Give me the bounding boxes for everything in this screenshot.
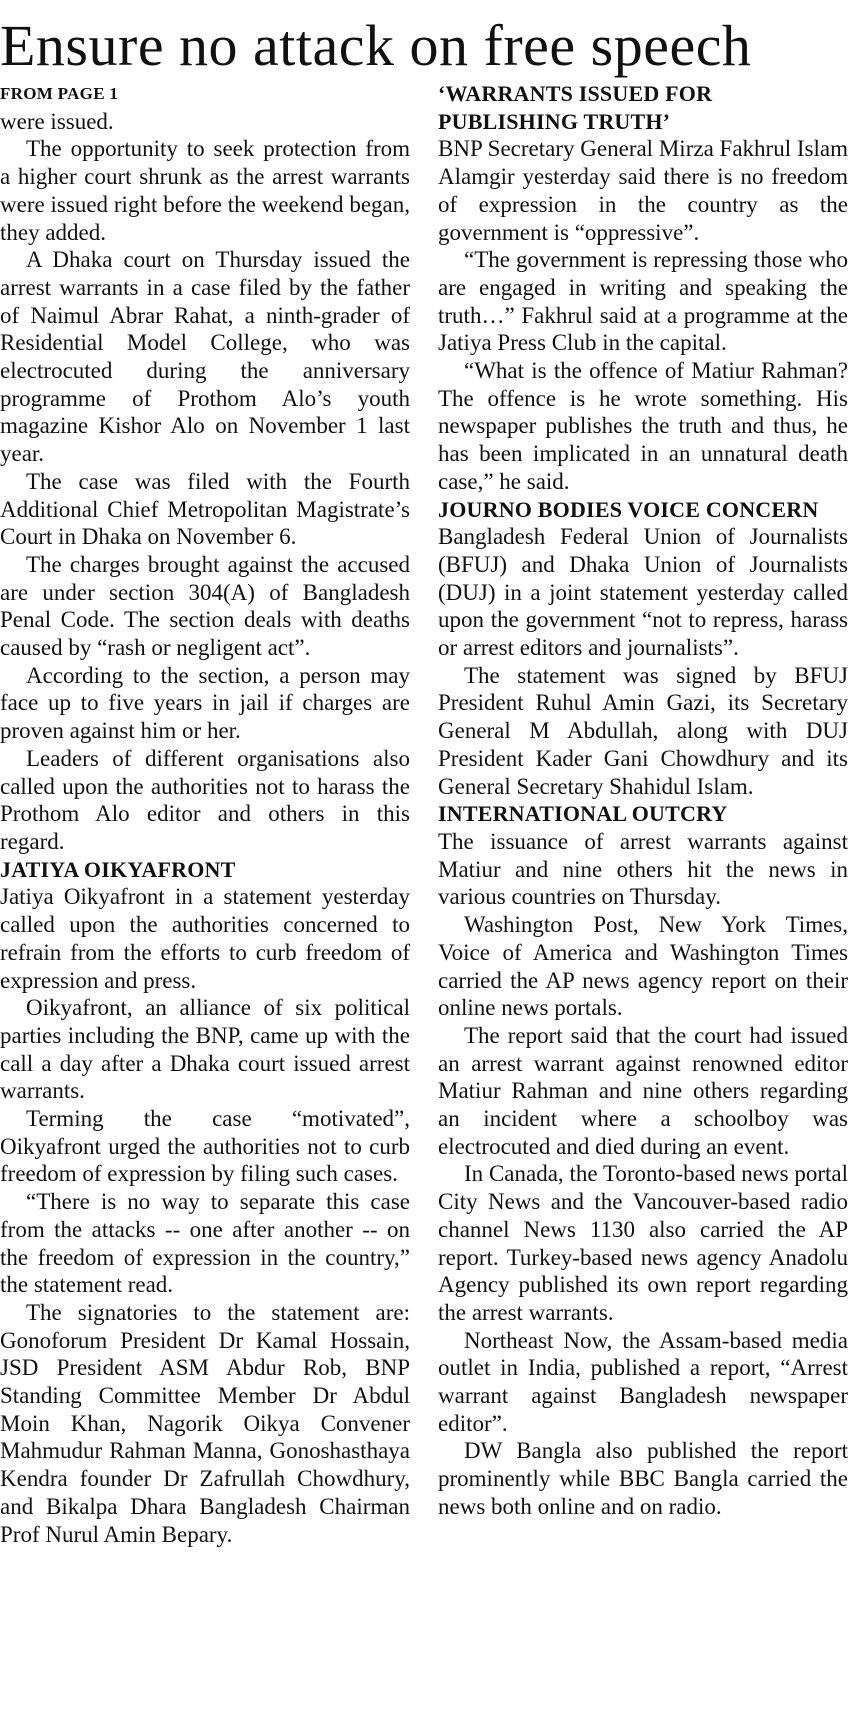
paragraph: According to the section, a person may face up to five years in jail if charges are proven against him or her. xyxy=(0,662,410,744)
subheading-warrants: ‘WARRANTS ISSUED FOR PUBLISHING TRUTH’ xyxy=(438,81,713,134)
left-column xyxy=(0,80,410,1548)
paragraph: DW Bangla also published the report prominently while BBC Bangla carried the news both online and on radio. xyxy=(438,1438,848,1519)
paragraph: Washington Post, New York Times, Voice of America and Washington Times carried the AP news agency report on their online news portals. xyxy=(438,912,848,1021)
paragraph: Terming the case “motivated”, Oikyafront urged the authorities not to curb freedom of expression by filing such cases. xyxy=(0,1106,410,1187)
paragraph: Bangladesh Federal Union of Journalists (BFUJ) and Dhaka Union of Journalists (DUJ) in a joint statement yesterday called upon the government “not to repress, harass or arrest editors and journalists”. xyxy=(438,524,848,661)
paragraph: A Dhaka court on Thursday issued the arrest warrants in a case filed by the father of Naimul Abrar Rahat, a ninth-grader of Residential Model College, who was electrocuted during the anniversary programme of Prothom Alo’s youth magazine Kishor Alo on November 1 last year. xyxy=(0,247,410,467)
right-column xyxy=(438,80,848,1521)
paragraph: In Canada, the Toronto-based news portal City News and the Vancouver-based radio channel News 1130 also carried the AP report. Turkey-based news agency Anadolu Agency published its own report regarding the arrest warrants. xyxy=(438,1161,848,1325)
paragraph: The report said that the court had issued an arrest warrant against renowned editor Matiur Rahman and nine others regarding an incident where a schoolboy was electrocuted and died during an event. xyxy=(438,1022,848,1159)
subheading-oikyafront: JATIYA OIKYAFRONT xyxy=(0,856,236,882)
paragraph: BNP Secretary General Mirza Fakhrul Islam Alamgir yesterday said there is no freedom of expression in the country as the government is “oppressive”. xyxy=(438,136,848,245)
subheading-journo-bodies: JOURNO BODIES VOICE CONCERN xyxy=(438,496,819,522)
paragraph: “What is the offence of Matiur Rahman? The offence is he wrote something. His newspaper publishes the truth and thus, he has been implicated in an unnatural death case,” he said. xyxy=(438,358,848,494)
headline: Ensure no attack on free speech xyxy=(0,13,752,78)
paragraph: The issuance of arrest warrants against Matiur and nine others hit the news in various countries on Thursday. xyxy=(438,828,848,910)
paragraph: The charges brought against the accused are under section 304(A) of Bangladesh Penal Code. The section deals with deaths caused by “rash or negligent act”. xyxy=(0,551,410,661)
paragraph: The case was filed with the Fourth Additional Chief Metropolitan Magistrate’s Court in Dhaka on November 6. xyxy=(0,468,410,550)
continuation-kicker: FROM PAGE 1 xyxy=(0,84,119,103)
subheading-international: INTERNATIONAL OUTCRY xyxy=(438,801,728,827)
paragraph: “The government is repressing those who are engaged in writing and speaking the truth…” Fakhrul said at a programme at the Jatiya Press Club in the capital. xyxy=(438,247,848,356)
paragraph: Leaders of different organisations also called upon the authorities not to harass the Prothom Alo editor and others in this regard. xyxy=(0,745,410,854)
paragraph: Northeast Now, the Assam-based media outlet in India, published a report, “Arrest warrant against Bangladesh newspaper editor”. xyxy=(438,1327,848,1436)
paragraph: “There is no way to separate this case from the attacks -- one after another -- on the freedom of expression in the country,” the statement read. xyxy=(0,1189,410,1298)
paragraph: The opportunity to seek protection from a higher court shrunk as the arrest warrants were issued right before the weekend began, they added. xyxy=(0,136,410,245)
paragraph: Jatiya Oikyafront in a statement yesterday called upon the authorities concerned to refrain from the efforts to curb freedom of expression and press. xyxy=(0,884,410,993)
paragraph: The signatories to the statement are: Gonoforum President Dr Kamal Hossain, JSD President ASM Abdur Rob, BNP Standing Committee Member Dr Abdul Moin Khan, Nagorik Oikya Convener Mahmudur Rahman Manna, Gonoshasthaya Kendra founder Dr Zafrullah Chowdhury, and Bikalpa Dhara Bangladesh Chairman Prof Nurul Amin Bepary. xyxy=(0,1299,410,1547)
paragraph: were issued. xyxy=(0,108,114,134)
paragraph: The statement was signed by BFUJ President Ruhul Amin Gazi, its Secretary General M Abdullah, along with DUJ President Kader Gani Chowdhury and its General Secretary Shahidul Islam. xyxy=(438,662,848,799)
paragraph: Oikyafront, an alliance of six political parties including the BNP, came up with the call a day after a Dhaka court issued arrest warrants. xyxy=(0,995,410,1104)
